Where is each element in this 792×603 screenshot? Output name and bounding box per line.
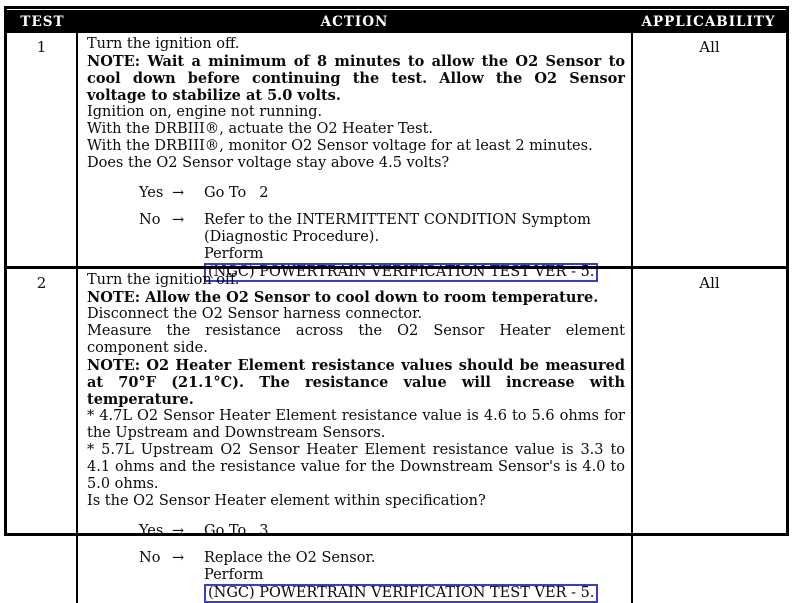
action-question-line: Is the O2 Sensor Heater element within specification?	[87, 493, 486, 509]
decision-yes	[139, 185, 625, 202]
goto-target: 3	[259, 523, 269, 539]
table-header-row	[7, 10, 786, 33]
decision-no-label: No	[139, 212, 161, 228]
action-line: Turn the ignition off.	[87, 272, 240, 288]
action-line: Measure the resistance across the O2 Sensor Heater element component side.	[87, 323, 625, 356]
action-line: With the DRBIII®, actuate the O2 Heater Test.	[87, 121, 434, 137]
arrow-right-icon: →	[172, 185, 185, 201]
action-note-line: NOTE: Wait a minimum of 8 minutes to allow the O2 Sensor to cool down before continuing the test. Allow the O2 Sensor voltage to stabilize at 5.0 volts.	[87, 53, 625, 104]
decision-no-label: No	[139, 550, 161, 566]
action-line: * 4.7L O2 Sensor Heater Element resistance value is 4.6 to 5.6 ohms for the Upstream and Downstream Sensors.	[87, 408, 625, 441]
perform-label: Perform	[204, 246, 264, 262]
decision-yes-label: Yes	[139, 185, 164, 201]
goto-label: Go To	[204, 523, 247, 539]
action-cell	[78, 269, 631, 603]
arrow-right-icon: →	[172, 212, 185, 228]
perform-label: Perform	[204, 567, 264, 583]
action-question-line: Does the O2 Sensor voltage stay above 4.5 volts?	[87, 155, 450, 171]
column-header-test: TEST	[20, 13, 65, 30]
action-line: Ignition on, engine not running.	[87, 104, 323, 120]
action-note-line: NOTE: Allow the O2 Sensor to cool down to room temperature.	[87, 289, 599, 306]
arrow-right-icon: →	[172, 523, 185, 539]
powertrain-verification-test-link[interactable]: (NGC) POWERTRAIN VERIFICATION TEST VER - 5.	[204, 584, 598, 603]
action-line: * 5.7L Upstream O2 Sensor Heater Element resistance value is 3.3 to 4.1 ohms and the resistance value for the Downstream Sensor's is 4.0 to 5.0 ohms.	[87, 442, 625, 492]
action-line: Turn the ignition off.	[87, 36, 240, 52]
decision-no-result-text: Refer to the INTERMITTENT CONDITION Symptom (Diagnostic Procedure).	[204, 212, 591, 245]
goto-label: Go To	[204, 185, 247, 201]
goto-target: 2	[259, 185, 269, 201]
powertrain-verification-test-link[interactable]: (NGC) POWERTRAIN VERIFICATION TEST VER - 5.	[204, 263, 598, 282]
table-row-test-2	[7, 266, 786, 603]
column-header-applicability: APPLICABILITY	[641, 13, 776, 30]
action-line: Disconnect the O2 Sensor harness connector.	[87, 306, 423, 322]
diagnostic-test-table	[4, 6, 789, 601]
test-number: 2	[7, 269, 78, 603]
decision-yes-result	[204, 523, 625, 540]
action-line: With the DRBIII®, monitor O2 Sensor voltage for at least 2 minutes.	[87, 138, 593, 154]
decision-no-result	[204, 550, 625, 603]
applicability-value: All	[631, 269, 786, 603]
action-cell	[78, 33, 631, 280]
decision-no	[139, 550, 625, 603]
applicability-value: All	[631, 33, 786, 266]
column-header-action: ACTION	[320, 13, 389, 30]
action-note-line: NOTE: O2 Heater Element resistance values should be measured at 70°F (21.1°C). The resistance value will increase with temperature.	[87, 357, 625, 408]
perform-line	[204, 567, 625, 603]
arrow-right-icon: →	[172, 550, 185, 566]
decision-yes-result	[204, 185, 625, 202]
decision-yes-label: Yes	[139, 523, 164, 539]
table-row-test-1	[7, 33, 786, 280]
test-number: 1	[7, 33, 78, 266]
decision-yes	[139, 523, 625, 540]
decision-no-result-text: Replace the O2 Sensor.	[204, 550, 376, 566]
